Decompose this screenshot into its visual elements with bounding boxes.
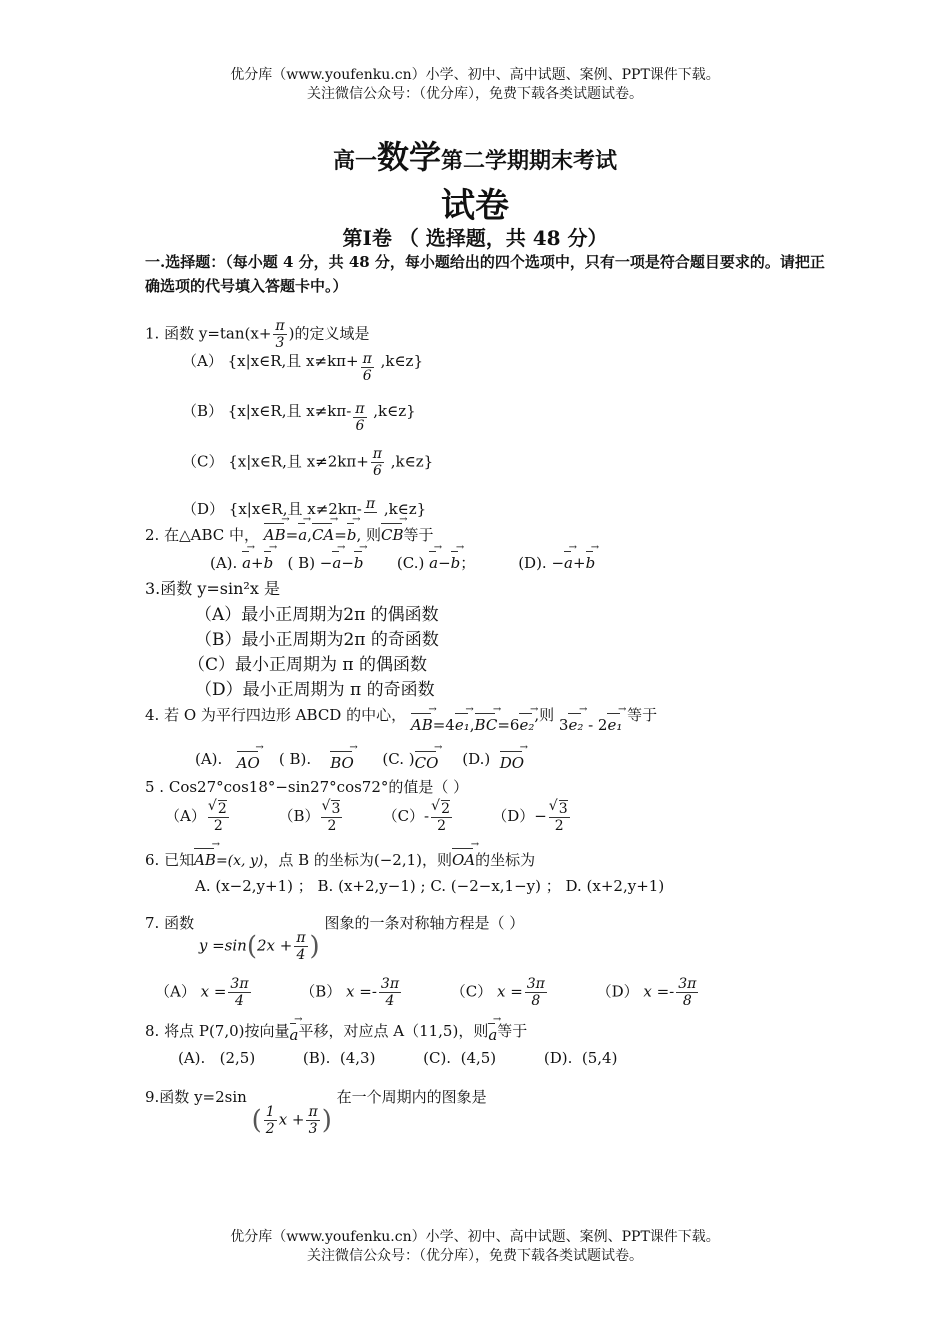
q8-stem	[145, 1020, 527, 1044]
q2-vec-cb: CB →	[381, 526, 404, 544]
q2-vec-a: a →	[298, 526, 307, 544]
q7-optA-frac	[228, 976, 250, 1009]
q5-optC-frac	[431, 800, 452, 834]
q2-optB: ( B) −	[287, 554, 333, 572]
q4-sep: ,	[469, 716, 475, 734]
q4-eq1: =4	[432, 716, 455, 734]
q9-stem	[145, 1086, 487, 1137]
q7-optC-den: 8	[531, 993, 541, 1009]
q1-option-c	[182, 446, 433, 479]
q1-optD-b: ,k∈z}	[379, 500, 427, 518]
q6-eq: =(x, y)	[215, 853, 264, 869]
q2-optD-a: a →	[564, 554, 573, 572]
q4-expr-m: - 2	[583, 716, 608, 734]
q5-optD: （D）−	[492, 807, 547, 825]
q1-optC-a: （C） {x|x∈R,且 x≠2kπ+	[182, 452, 369, 471]
q4-optA: (A).	[195, 750, 223, 768]
q7-optC-x: x =	[496, 982, 523, 1001]
q7-optA-num: 3π	[230, 976, 249, 992]
title-part-2: 数学	[376, 138, 441, 176]
q4-vec-e2: e₂ →	[519, 716, 534, 734]
q7-optB-den: 4	[385, 993, 395, 1009]
title-part-3: 第二学期期末考试	[441, 148, 618, 174]
q7-optB-x: x =-	[346, 982, 377, 1001]
q5-optD-sqrt: √ 3	[559, 800, 568, 817]
q6-vec-oa: OA →	[452, 851, 475, 869]
q5-optA-frac	[208, 800, 229, 834]
q7-optA-x: x =	[200, 982, 227, 1001]
q5-optB-frac	[321, 800, 342, 834]
header-line-1: 优分库（www.youfenku.cn）小学、初中、高中试题、案例、PPT课件下载。	[230, 67, 720, 83]
q7-func: y =sin	[198, 936, 247, 954]
q1-optB-den: 6	[355, 418, 365, 434]
q5-stem: 5 . Cos27°cos18°−sin27°cos72°的值是（ ）	[145, 778, 469, 796]
q7-optD-num: 3π	[678, 976, 697, 992]
q4-options	[195, 750, 524, 772]
q7-paren-right: )	[309, 931, 320, 961]
q7-stem	[145, 912, 524, 963]
q8-vec-a-2: a →	[488, 1026, 497, 1044]
q2-optB-minus: −	[341, 554, 354, 572]
q1-frac	[273, 318, 286, 351]
q1-option-a	[182, 350, 423, 384]
q8-vec-a: a →	[290, 1026, 299, 1044]
q2-optC-a: a →	[429, 554, 438, 572]
q4-optC: (C. )	[382, 750, 415, 768]
q9-paren-left: (	[251, 1105, 262, 1135]
q4-optD: (D.)	[462, 750, 491, 768]
footer-line-1: 优分库（www.youfenku.cn）小学、初中、高中试题、案例、PPT课件下载。	[230, 1229, 720, 1245]
q1-optB-frac	[353, 401, 366, 434]
q5-optC: （C）-	[382, 807, 430, 825]
q6-stem-b: ，点 B 的坐标为(−2,1)，则	[263, 851, 452, 869]
q7-frac-num: π	[296, 929, 306, 946]
q5-optB-sqrt: √ 3	[331, 800, 340, 817]
q4-expr-e2: e₂ →	[568, 716, 583, 734]
q4-vec-bc: BC →	[475, 716, 498, 734]
q2-optA-a: a →	[242, 554, 251, 572]
q5-optC-sqrt: √ 2	[441, 800, 450, 817]
q4-expr-a: 3	[558, 716, 569, 734]
q4-then: ,则	[534, 706, 555, 724]
q1-optC-b: ,k∈z}	[386, 452, 434, 471]
q7-optA-den: 4	[235, 993, 244, 1009]
q7-optA: （A）	[155, 982, 196, 1001]
q1-stem	[145, 318, 369, 351]
q7-optB-frac	[379, 976, 401, 1009]
q4-stem-a: 4. 若 O 为平行四边形 ABCD 的中心，	[145, 706, 407, 724]
q4-vec-do: DO →	[500, 754, 524, 772]
q4-formula	[411, 716, 534, 734]
q5-optC-den: 2	[437, 818, 447, 834]
q7-optD-den: 8	[682, 993, 692, 1009]
q1-optC-frac	[371, 446, 384, 479]
q2-eq-a: =	[285, 526, 299, 544]
q7-optB: （B）	[300, 982, 342, 1001]
q1-optA-a: （A） {x|x∈R,且 x≠kπ+	[182, 352, 359, 370]
q8-stem-c: 等于	[497, 1022, 528, 1040]
q2-optB-b: b →	[354, 554, 364, 572]
q2-vec-ca: CA →	[312, 526, 334, 544]
q9-pi-num: π	[308, 1103, 318, 1120]
q5-optA-sqrt: √ 2	[218, 800, 227, 817]
q8-stem-a: 8. 将点 P(7,0)按向量	[145, 1022, 290, 1040]
q6-stem	[145, 849, 535, 870]
q1-optD-num: π	[365, 496, 376, 512]
q4-vec-ab: AB →	[411, 716, 433, 734]
header-line-2: 关注微信公众号：（优分库），免费下载各类试题试卷。	[307, 86, 643, 102]
q3-option-a: （A）最小正周期为2π 的偶函数	[195, 605, 439, 625]
q7-frac-den: 4	[296, 946, 306, 963]
q5-optD-frac	[549, 800, 570, 834]
q2-stem-a: 2. 在△ABC 中，	[145, 526, 259, 544]
q2-options	[210, 552, 595, 573]
q9-paren-right: )	[321, 1105, 332, 1135]
q3-option-d: （D）最小正周期为 π 的奇函数	[195, 680, 435, 700]
q2-optC-minus: −	[438, 554, 451, 572]
q2-optC: (C.)	[396, 554, 425, 572]
q5-optB-den: 2	[327, 818, 337, 834]
q7-paren-left: (	[246, 931, 257, 961]
q8-stem-b: 平移，对应点 A（11,5)，则	[298, 1022, 489, 1040]
q1-option-b	[182, 400, 416, 434]
q9-frac-pi	[306, 1104, 319, 1137]
q7-inner: 2x +	[257, 936, 293, 954]
q4-vec-ao: AO →	[237, 754, 260, 772]
q7-frac	[294, 930, 307, 963]
q2-optC-b: b →	[451, 554, 461, 572]
q5-optD-den: 2	[554, 818, 564, 834]
q2-optA-b: b →	[264, 554, 274, 572]
q4-optB: ( B).	[278, 750, 312, 768]
q7-optD-x: x =-	[643, 982, 675, 1001]
q4-vec-bo: BO →	[330, 754, 354, 772]
q1-optB-a: （B） {x|x∈R,且 x≠kπ-	[182, 402, 352, 420]
exam-title-line-2: 试卷	[441, 186, 509, 226]
q9-stem-b: 在一个周期内的图象是	[336, 1088, 487, 1106]
q3-option-b: （B）最小正周期为2π 的奇函数	[195, 630, 439, 650]
q9-pi-den: 3	[308, 1120, 318, 1137]
q5-optB: （B）	[278, 807, 320, 825]
q2-optC-end: ；	[460, 554, 476, 572]
q1-optC-den: 6	[372, 463, 382, 479]
q1-optA-frac	[361, 351, 374, 384]
q7-optC-frac	[525, 976, 547, 1009]
q1-optA-num: π	[362, 351, 372, 367]
title-part-1: 高一	[332, 148, 377, 174]
q1-stem-b: )的定义域是	[288, 324, 370, 343]
q7-optD-frac	[676, 976, 698, 1009]
instructions: 一.选择题：（每小题 4 分，共 48 分，每小题给出的四个选项中，只有一项是符合题目要求的。请把正确选项的代号填入答题卡中。）	[145, 253, 825, 295]
q1-stem-a: 1. 函数 y=tan(x+	[145, 324, 272, 343]
q2-eq-b: =	[334, 526, 347, 544]
q1-frac-num: π	[275, 318, 285, 334]
q7-optC-num: 3π	[526, 976, 545, 992]
q7-stem-b: 图象的一条对称轴方程是（ ）	[324, 914, 525, 932]
exam-title	[0, 132, 950, 178]
q1-optD-frac	[364, 496, 377, 513]
q7-optC: （C）	[450, 982, 493, 1001]
q9-x: x +	[278, 1110, 305, 1128]
q2-stem-b: 等于	[403, 526, 434, 544]
q7-formula	[199, 930, 320, 963]
q2-optA-plus: +	[251, 554, 264, 572]
q2-optD-b: b →	[586, 554, 596, 572]
q9-stem-a: 9.函数 y=2sin	[145, 1088, 247, 1106]
q5-options	[165, 800, 572, 834]
q1-optA-den: 6	[362, 368, 372, 384]
q2-vec-ab: AB →	[264, 526, 286, 544]
q4-vec-co: CO →	[415, 754, 439, 772]
q6-vec-ab: AB →	[194, 851, 216, 869]
q8-options: (A). (2,5) (B). (4,3) (C). (4,5) (D). (5,4)	[178, 1049, 618, 1067]
q1-optB-num: π	[355, 401, 365, 417]
q6-stem-a: 6. 已知	[145, 851, 195, 869]
q9-half-num: 1	[265, 1103, 275, 1120]
q4-stem	[145, 704, 657, 734]
footer-line-2: 关注微信公众号：（优分库），免费下载各类试题试卷。	[307, 1248, 643, 1264]
section-title: 第Ⅰ卷 （ 选择题，共 48 分）	[342, 226, 608, 250]
q9-frac-half	[264, 1104, 277, 1137]
q2-stem	[145, 524, 434, 545]
q6-options: A. (x−2,y+1) ； B. (x+2,y−1) ; C. (−2−x,1−y) ； D. (x+2,y+1)	[195, 877, 665, 895]
q3-stem: 3.函数 y=sin²x 是	[145, 579, 280, 598]
q2-then: , 则	[356, 526, 381, 544]
q2-optB-a: a →	[332, 554, 341, 572]
q1-optA-b: ,k∈z}	[375, 352, 423, 370]
q1-optD-a: （D） {x|x∈R,且 x≠2kπ-	[182, 500, 362, 518]
q9-formula	[252, 1104, 332, 1137]
q7-optB-num: 3π	[380, 976, 400, 992]
q5-optA: （A）	[165, 807, 206, 825]
q7-stem-a: 7. 函数	[145, 914, 195, 932]
q5-optA-den: 2	[213, 818, 223, 834]
q2-vec-b: b →	[347, 526, 357, 544]
q4-vec-e1: e₁ →	[455, 716, 470, 734]
q4-expr	[559, 716, 622, 734]
q2-optD-plus: +	[573, 554, 586, 572]
q4-eq2: =6	[497, 716, 520, 734]
q7-optD: （D）	[596, 982, 639, 1001]
q4-stem-b: 等于	[627, 706, 658, 724]
q6-stem-c: 的坐标为	[475, 851, 536, 869]
q4-expr-e1: e₁ →	[607, 716, 622, 734]
q2-comma: ,	[307, 526, 312, 544]
q1-optC-num: π	[372, 446, 382, 462]
q1-optB-b: ,k∈z}	[368, 402, 416, 420]
q2-optD: (D). −	[518, 554, 565, 572]
q3-option-c: （C）最小正周期为 π 的偶函数	[188, 655, 427, 675]
q9-half-den: 2	[265, 1120, 275, 1137]
q7-options	[155, 976, 700, 1009]
q1-frac-den: 3	[275, 335, 285, 351]
q2-optA: (A).	[210, 554, 238, 572]
